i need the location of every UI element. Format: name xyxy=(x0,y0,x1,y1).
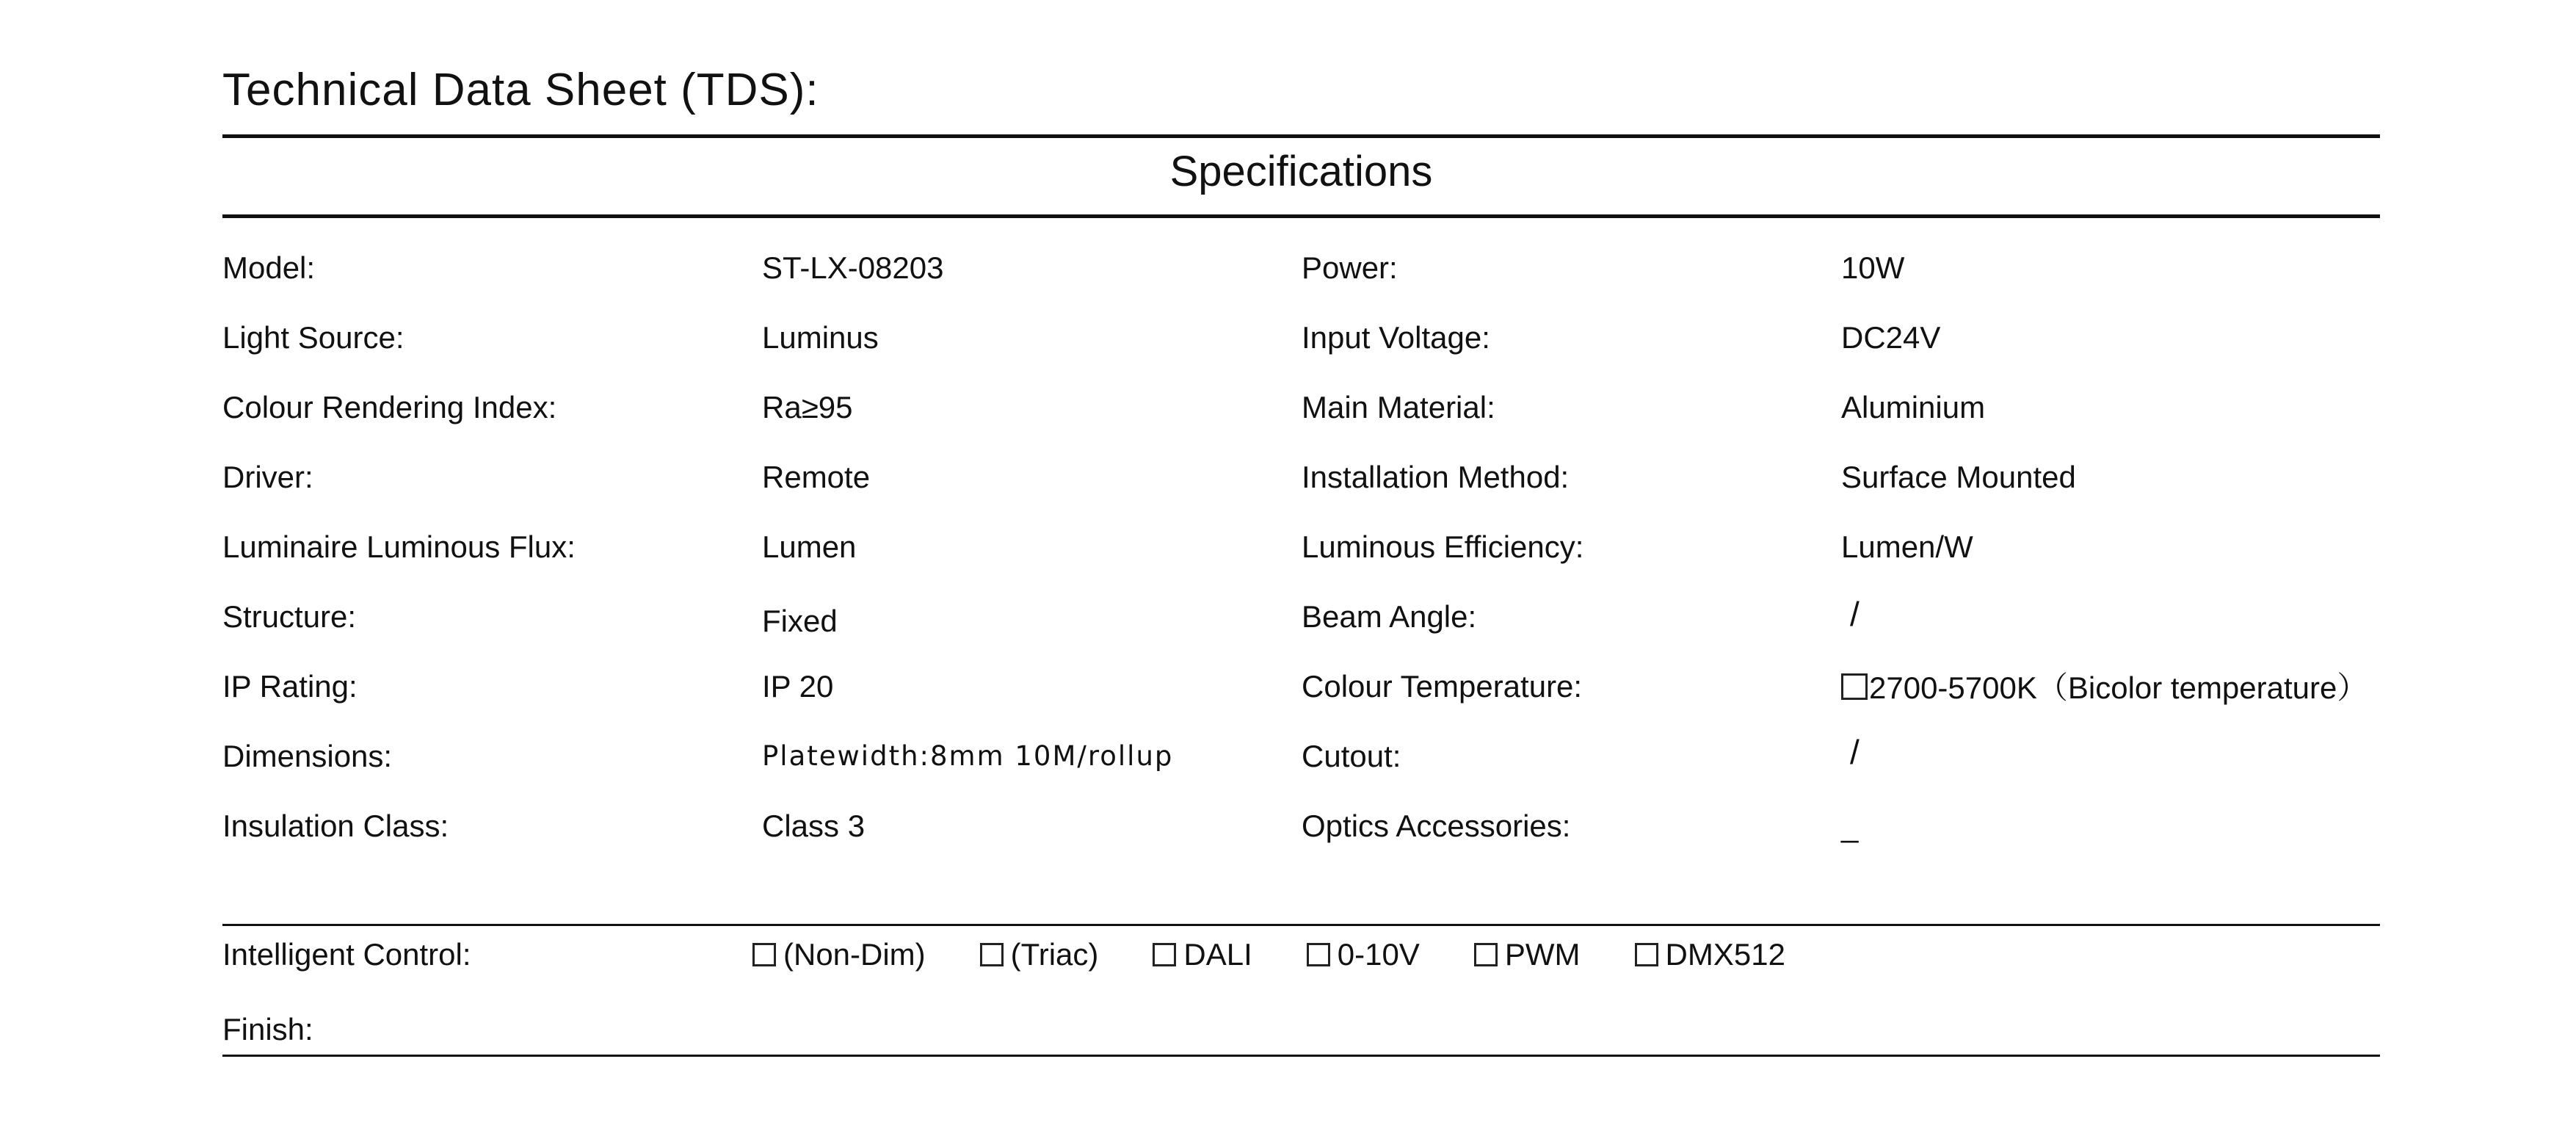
checkbox-icon[interactable] xyxy=(752,943,776,966)
spec-value: DC24V xyxy=(1841,320,1941,355)
spec-label: IP Rating: xyxy=(222,669,358,704)
spec-value: Surface Mounted xyxy=(1841,460,2076,494)
spec-row-structure xyxy=(222,596,2380,665)
control-option-label: PWM xyxy=(1504,937,1581,972)
spec-value: / xyxy=(1850,595,1860,633)
control-option-triac[interactable] xyxy=(980,933,1099,977)
spec-row-cri xyxy=(222,386,2380,456)
control-top-rule xyxy=(222,924,2380,926)
spec-value: Remote xyxy=(762,460,871,494)
spec-value: Luminus xyxy=(762,320,879,355)
spec-value: Lumen xyxy=(762,529,857,564)
specifications-heading: Specifications xyxy=(1169,148,1433,195)
intelligent-control-label: Intelligent Control: xyxy=(222,937,471,972)
spec-label: Insulation Class: xyxy=(222,809,449,843)
spec-label: Structure: xyxy=(222,599,357,634)
spec-value: 10W xyxy=(1841,250,1905,285)
spec-value: / xyxy=(1850,733,1860,771)
checkbox-icon[interactable] xyxy=(1474,943,1498,966)
spec-value: Ra≥95 xyxy=(762,390,853,424)
spec-label: Optics Accessories: xyxy=(1302,809,1571,843)
spec-value: IP 20 xyxy=(762,669,834,704)
spec-value: ST-LX-08203 xyxy=(762,250,944,285)
spec-label: Power: xyxy=(1302,250,1398,285)
spec-value: Lumen/W xyxy=(1841,529,1973,564)
spec-row-model xyxy=(222,247,2380,317)
spec-label: Colour Rendering Index: xyxy=(222,390,557,424)
control-option-dmx512[interactable] xyxy=(1635,933,1785,977)
spec-label: Main Material: xyxy=(1302,390,1495,424)
spec-label: Colour Temperature: xyxy=(1302,669,1583,704)
spec-value-colour-temperature xyxy=(1841,667,2368,709)
intelligent-control-row xyxy=(222,933,2380,977)
spec-value: 2700-5700K（Bicolor temperature） xyxy=(1869,670,2368,705)
bottom-rule xyxy=(222,1055,2380,1057)
checkbox-icon[interactable] xyxy=(1841,673,1868,700)
spec-label: Input Voltage: xyxy=(1302,320,1490,355)
spec-value: Fixed xyxy=(762,604,838,638)
control-option-label: DMX512 xyxy=(1665,937,1785,972)
checkbox-icon[interactable] xyxy=(980,943,1004,966)
spec-label: Driver: xyxy=(222,460,313,494)
spec-row-dimensions xyxy=(222,735,2380,805)
spec-label: Luminous Efficiency: xyxy=(1302,529,1584,564)
control-option-label: (Triac) xyxy=(1010,937,1099,972)
checkbox-icon[interactable] xyxy=(1635,943,1658,966)
spec-label: Model: xyxy=(222,250,316,285)
control-option-label: (Non-Dim) xyxy=(783,937,926,972)
control-option-pwm[interactable] xyxy=(1474,933,1581,977)
technical-data-sheet xyxy=(222,0,2380,1128)
spec-value: Class 3 xyxy=(762,809,866,843)
finish-label: Finish: xyxy=(222,1012,313,1046)
spec-value: Platewidth:8mm 10M/rollup xyxy=(762,740,1174,772)
title-rule xyxy=(222,134,2380,138)
specifications-rule xyxy=(222,214,2380,218)
spec-row-light-source xyxy=(222,317,2380,386)
spec-label: Luminaire Luminous Flux: xyxy=(222,529,576,564)
spec-label: Light Source: xyxy=(222,320,404,355)
control-option-label: DALI xyxy=(1183,937,1252,972)
spec-label: Beam Angle: xyxy=(1302,599,1477,634)
spec-label: Installation Method: xyxy=(1302,460,1570,494)
checkbox-icon[interactable] xyxy=(1153,943,1176,966)
document-title: Technical Data Sheet (TDS): xyxy=(222,65,819,115)
control-option-0-10v[interactable] xyxy=(1307,933,1420,977)
spec-row-luminous-flux xyxy=(222,526,2380,596)
spec-value: Aluminium xyxy=(1841,390,1986,424)
control-option-dali[interactable] xyxy=(1153,933,1252,977)
checkbox-icon[interactable] xyxy=(1307,943,1330,966)
intelligent-control-options xyxy=(752,933,1785,977)
spec-label: Cutout: xyxy=(1302,739,1401,773)
control-option-label: 0-10V xyxy=(1337,937,1420,972)
spec-row-insulation xyxy=(222,805,2380,875)
spec-value: _ xyxy=(1841,809,1859,843)
spec-row-ip-rating xyxy=(222,665,2380,735)
spec-table xyxy=(222,247,2380,875)
spec-row-driver xyxy=(222,456,2380,526)
spec-label: Dimensions: xyxy=(222,739,393,773)
control-option-non-dim[interactable] xyxy=(752,933,926,977)
